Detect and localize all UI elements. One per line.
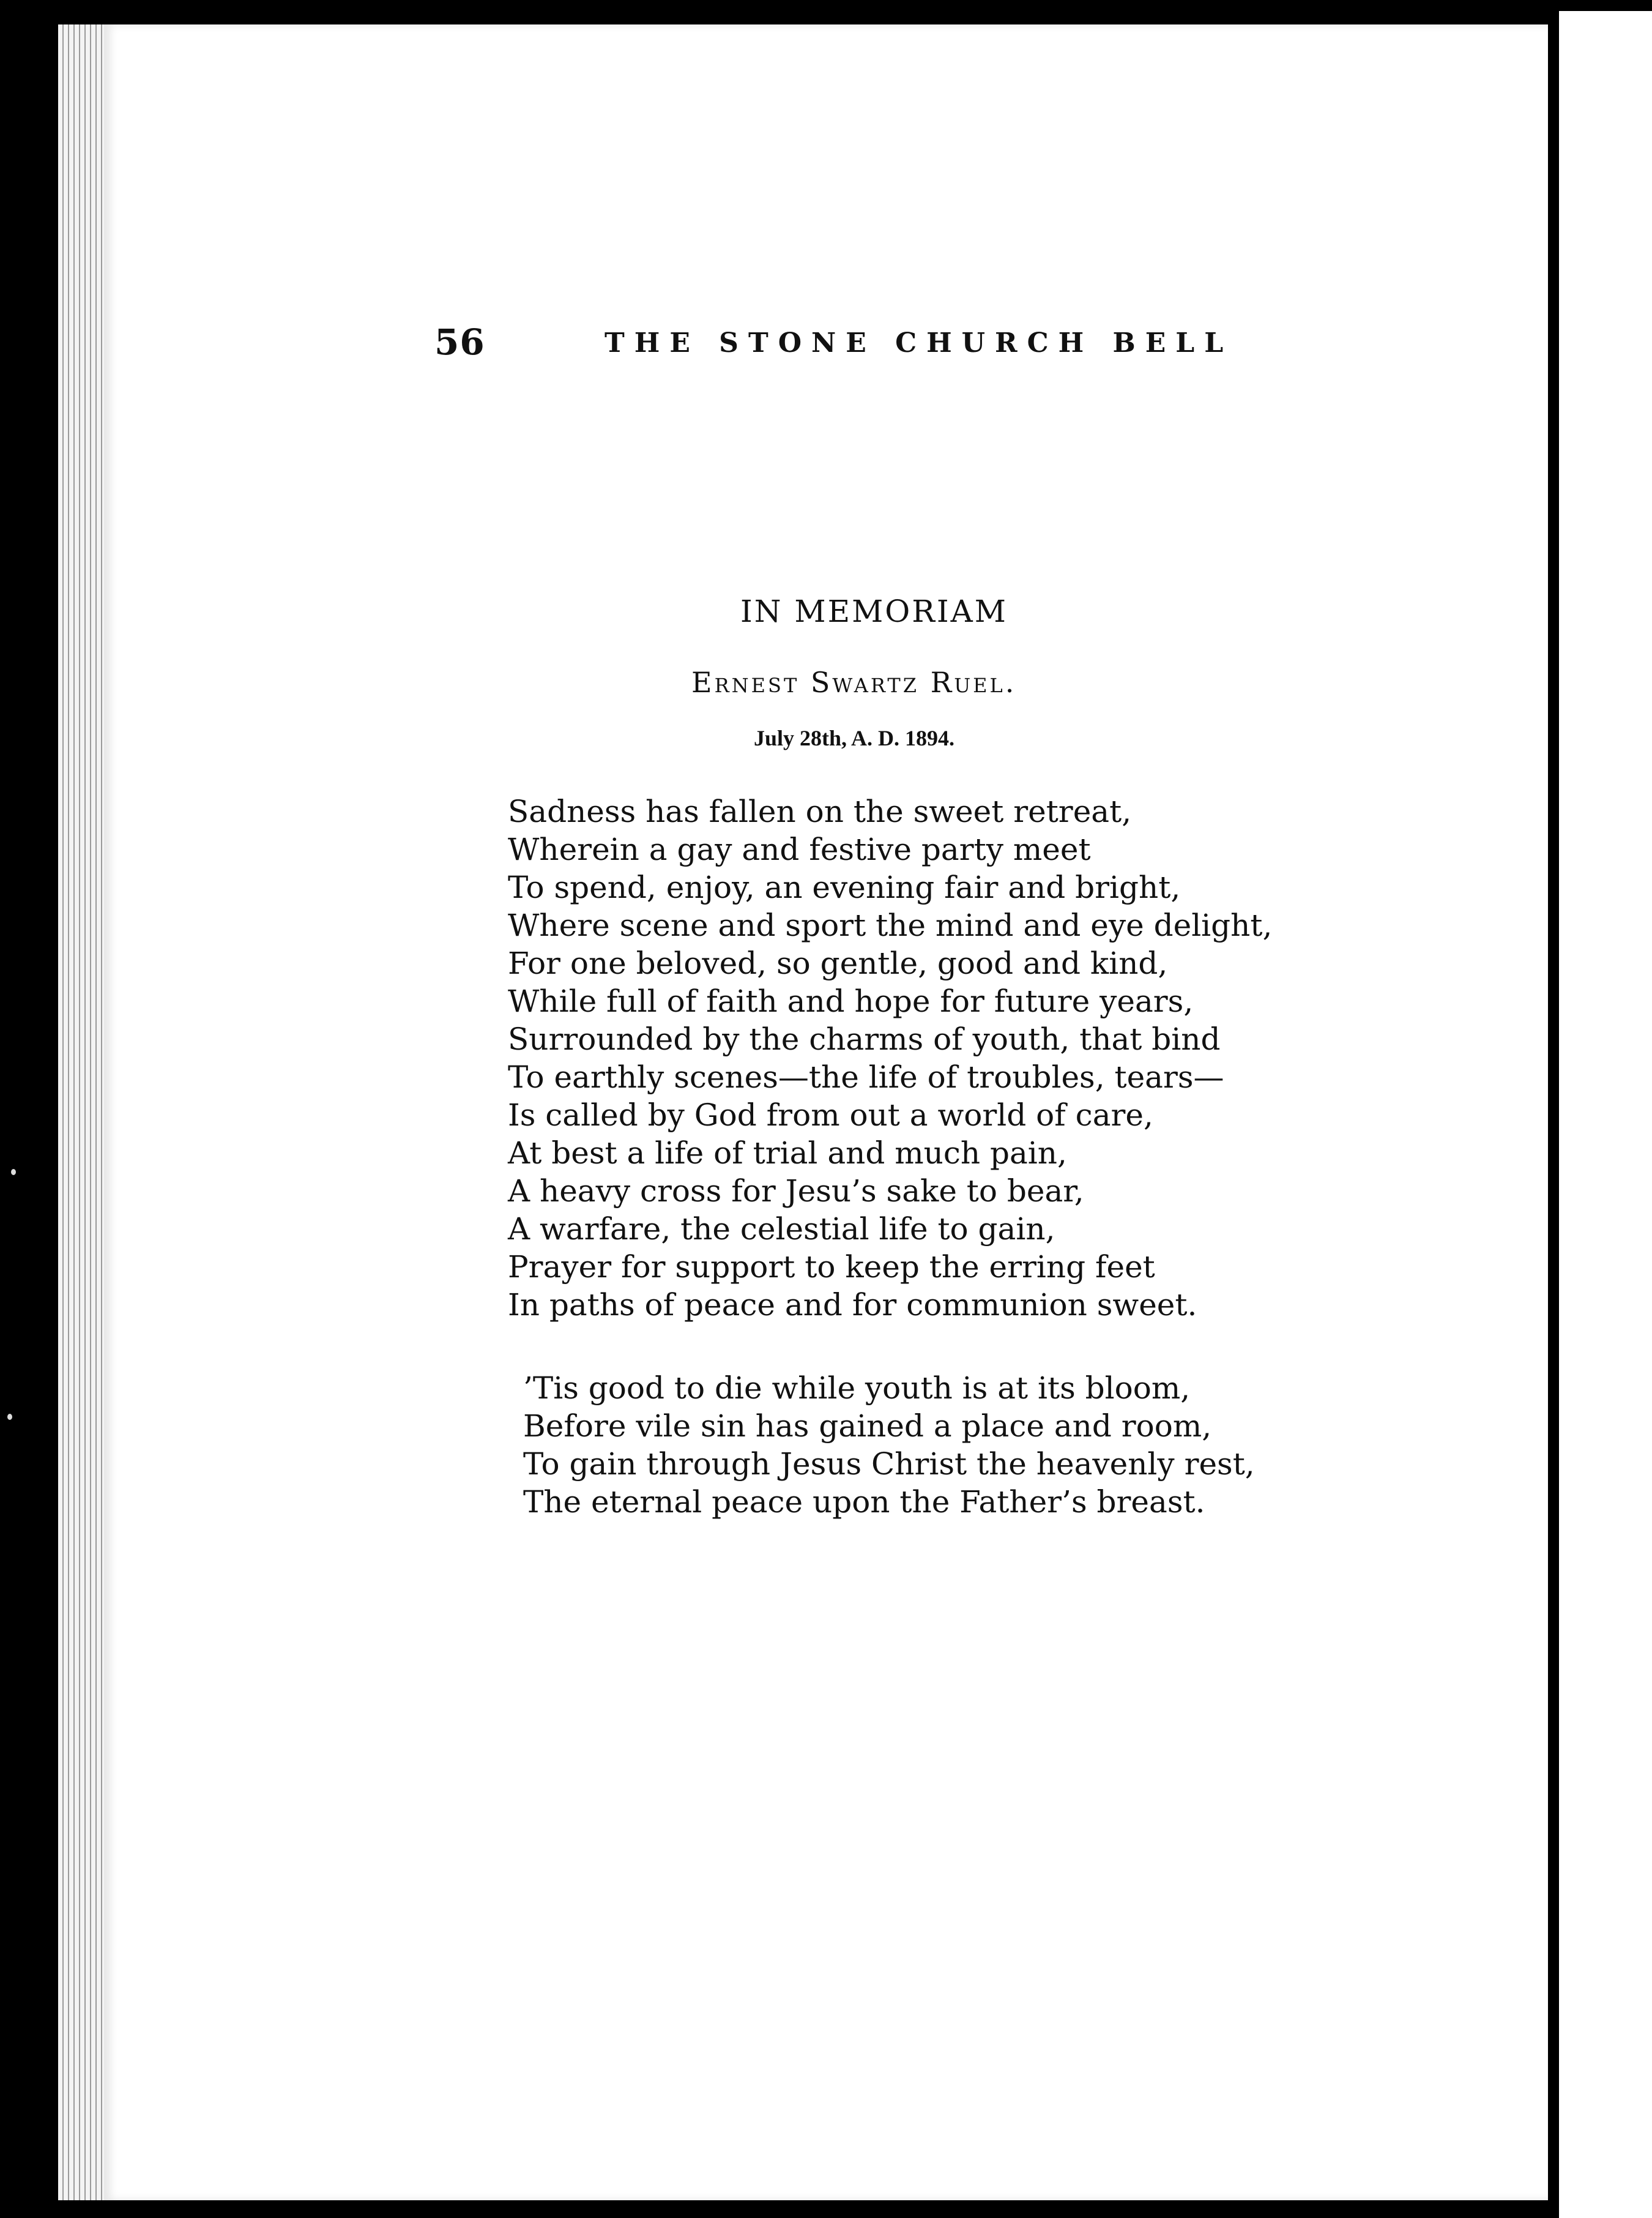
stanza-1 (508, 793, 1364, 1324)
poem-subject: Ernest Swartz Ruel. (691, 666, 1017, 699)
poem-line: While full of faith and hope for future years, (508, 984, 1194, 1019)
poem-line: Sadness has fallen on the sweet retreat, (508, 794, 1132, 829)
poem-line: A warfare, the celestial life to gain, (508, 1211, 1055, 1247)
poem-line: To spend, enjoy, an evening fair and bright, (508, 870, 1181, 905)
poem-line: Before vile sin has gained a place and room, (523, 1408, 1212, 1444)
stanza-2 (523, 1369, 1380, 1521)
running-title: THE STONE CHURCH BELL (605, 327, 1233, 359)
poem-line: To gain through Jesus Christ the heavenly rest, (523, 1446, 1255, 1482)
poem-line: Wherein a gay and festive party meet (508, 832, 1091, 867)
poem-line: To earthly scenes—the life of troubles, tears— (508, 1059, 1224, 1095)
poem-line: Is called by God from out a world of care, (508, 1097, 1153, 1133)
page-number: 56 (434, 321, 485, 363)
poem-line: In paths of peace and for communion sweet. (508, 1287, 1197, 1323)
poem-line: ’Tis good to die while youth is at its bloom, (523, 1370, 1191, 1406)
facing-page-sliver (1559, 11, 1652, 2218)
poem-line: At best a life of trial and much pain, (508, 1135, 1067, 1171)
poem-line: The eternal peace upon the Father’s breast. (523, 1484, 1205, 1520)
scan-top-border (58, 0, 1548, 24)
scan-speck (11, 1169, 16, 1175)
poem-line: A heavy cross for Jesu’s sake to bear, (508, 1173, 1084, 1209)
poem-line: Prayer for support to keep the erring feet (508, 1249, 1155, 1285)
poem-title: IN MEMORIAM (740, 594, 1008, 629)
gutter-shadow (1548, 0, 1559, 2218)
scan-speck (7, 1414, 12, 1420)
poem-line: Surrounded by the charms of youth, that bind (508, 1021, 1221, 1057)
poem-line: For one beloved, so gentle, good and kind, (508, 946, 1168, 981)
poem-line: Where scene and sport the mind and eye delight, (508, 908, 1273, 943)
running-head (434, 321, 1233, 376)
poem-date: July 28th, A. D. 1894. (754, 726, 955, 750)
